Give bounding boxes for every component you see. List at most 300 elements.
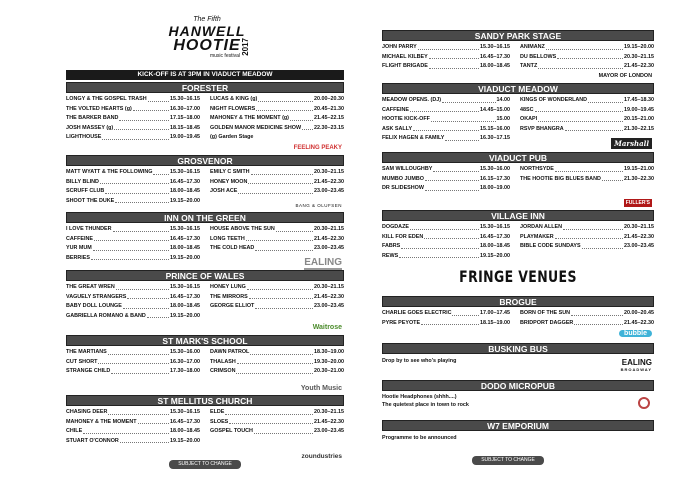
set-time: 16.45–17.30 <box>170 293 200 300</box>
set-time: 15.30–16.15 <box>170 96 200 102</box>
dot-leader <box>401 242 479 249</box>
stage-info-line: The quietest place in town to rock <box>382 402 469 408</box>
dot-leader <box>105 187 169 194</box>
sponsor-logo <box>302 453 342 461</box>
schedule-row <box>210 367 344 377</box>
set-time: 21.45–22.30 <box>314 235 344 242</box>
pub-roundel-icon <box>638 397 650 409</box>
festival-logo <box>162 16 252 66</box>
stage-schedule <box>382 431 654 444</box>
set-time: 17.00–17.45 <box>480 310 510 316</box>
schedule-row <box>382 53 510 63</box>
act-name: DAWN PATROL <box>210 349 250 355</box>
set-time: 19.15–20.00 <box>170 437 200 444</box>
schedule-column-right <box>520 96 654 134</box>
act-name: THE MIRRORS <box>210 293 248 300</box>
act-name: HONEY LUNG <box>210 284 246 290</box>
set-time: 17.15–18.00 <box>170 115 200 121</box>
act-name: VAGUELY STRANGERS <box>66 293 127 300</box>
set-time: 19.00–19.45 <box>624 106 654 113</box>
set-time: 18.00–18.45 <box>170 428 200 434</box>
sponsor-logo <box>313 324 342 332</box>
fringe-venues-title: FRINGE VENUES <box>459 267 577 286</box>
dot-leader <box>574 319 623 326</box>
schedule-row <box>382 242 510 252</box>
act-name: DR SLIDESHOW <box>382 185 424 191</box>
schedule-row <box>66 235 200 245</box>
dot-leader <box>91 254 169 261</box>
act-name: GEORGE ELLIOT <box>210 303 255 309</box>
dot-leader <box>555 233 623 240</box>
schedule-row <box>382 252 510 262</box>
schedule-column-right <box>210 283 344 312</box>
act-name: SLOES <box>210 418 229 425</box>
act-name: MAHONEY & THE MOMENT <box>66 418 137 425</box>
dot-leader <box>276 225 313 232</box>
stage-schedule <box>66 346 344 393</box>
dot-leader <box>255 302 313 309</box>
dot-leader <box>249 293 313 300</box>
act-name: EMILY C SMITH <box>210 169 250 175</box>
set-time: 21.45–22.30 <box>314 178 344 185</box>
set-time: 16.45–17.30 <box>170 235 200 242</box>
schedule-row <box>66 114 200 124</box>
stage-st-mellitus-church <box>66 395 344 461</box>
schedule-row <box>382 184 510 194</box>
sponsor-name: bubble <box>619 330 652 337</box>
schedule-row <box>210 168 344 178</box>
schedule-row <box>520 43 654 53</box>
act-name: SHOOT THE DUKE <box>66 197 115 204</box>
set-time: 16.45–17.30 <box>170 418 200 425</box>
schedule-row <box>520 175 654 185</box>
schedule-row <box>520 165 654 175</box>
schedule-column-left <box>382 223 510 261</box>
set-time: 20.00–20.45 <box>624 310 654 316</box>
schedule-row <box>210 293 344 303</box>
stage-schedule <box>66 281 344 332</box>
dot-leader <box>123 302 169 309</box>
stage-info-text: Drop by to see who's playing <box>382 358 457 364</box>
stage-st-mark-s-school <box>66 335 344 393</box>
dot-leader <box>421 319 479 326</box>
set-time: 18.00–18.45 <box>170 188 200 194</box>
dot-leader <box>255 244 313 251</box>
dot-leader <box>602 175 623 182</box>
stage-heading: VILLAGE INN <box>382 210 654 221</box>
schedule-row <box>520 115 654 125</box>
schedule-column-left <box>66 348 200 377</box>
act-name: PLAYMAKER <box>520 233 554 240</box>
dot-leader <box>429 53 479 60</box>
dot-leader <box>225 408 313 415</box>
schedule-column-right <box>210 408 344 437</box>
set-time: 16.15–17.30 <box>480 175 510 182</box>
sponsor-logo <box>611 140 652 149</box>
dot-leader <box>302 124 313 131</box>
dot-leader <box>425 184 479 191</box>
schedule-row <box>66 358 200 368</box>
set-time: 21.45–22.15 <box>314 115 344 121</box>
stage-heading: PRINCE OF WALES <box>66 270 344 281</box>
set-time: 23.00–23.45 <box>624 243 654 249</box>
set-time: 15.30–16.15 <box>170 169 200 175</box>
set-time: 21.30–22.15 <box>624 125 654 132</box>
dot-leader <box>555 165 623 172</box>
schedule-column-left <box>382 309 510 328</box>
dot-leader <box>120 437 169 444</box>
set-time: 20.30–21.15 <box>314 226 344 232</box>
schedule-row <box>210 283 344 293</box>
act-name: THE MARTIANS <box>66 349 107 355</box>
dot-leader <box>433 165 479 172</box>
dot-leader <box>410 223 479 230</box>
stage-brogue <box>382 296 654 338</box>
dot-leader <box>452 309 479 316</box>
dot-leader <box>115 197 169 204</box>
stage-heading: BROGUE <box>382 296 654 307</box>
act-name: DOGDAZE <box>382 224 409 230</box>
set-time: 16.45–17.30 <box>170 178 200 185</box>
dot-leader <box>588 96 623 103</box>
schedule-row <box>382 106 510 116</box>
set-time: 18.15–18.45 <box>170 124 200 131</box>
act-name: REWS <box>382 252 399 259</box>
dot-leader <box>410 106 479 113</box>
dot-leader <box>133 105 169 112</box>
set-time: 16.45–17.30 <box>480 53 510 60</box>
schedule-row <box>66 124 200 134</box>
act-name: PYRE PEYOTE <box>382 319 421 326</box>
set-time: 17.30–18.00 <box>170 368 200 374</box>
sponsor-name: Waitrose <box>312 324 342 331</box>
act-name: NIGHT FLOWERS <box>210 105 256 112</box>
dot-leader <box>108 408 169 415</box>
act-name: HONEY MOON <box>210 178 248 185</box>
sponsor-logo <box>304 258 342 268</box>
stage-schedule <box>66 166 344 210</box>
act-name: JOSH MASSEY (g) <box>66 124 114 131</box>
left-programme-panel <box>66 0 344 489</box>
act-name: YUR MUM <box>66 245 92 251</box>
stage-sandy-park-stage <box>382 30 654 80</box>
kickoff-banner: KICK-OFF IS AT 3PM IN VIADUCT MEADOW <box>66 70 344 80</box>
act-name: GABRIELLA ROMANO & BAND <box>66 312 146 319</box>
stage-schedule <box>382 94 654 149</box>
stage-dodo-micropub <box>382 380 654 416</box>
act-name: FELIX HAGEN & FAMILY <box>382 135 445 141</box>
stage-schedule <box>382 391 654 416</box>
stage-info-line: Hootie Headphones (shhh....) <box>382 394 457 400</box>
dot-leader <box>116 283 169 290</box>
schedule-row <box>66 168 200 178</box>
schedule-column-left <box>382 43 510 72</box>
act-name: CUT SHORT <box>66 358 98 365</box>
schedule-row <box>210 408 344 418</box>
dot-leader <box>153 168 169 175</box>
dot-leader <box>83 427 169 434</box>
act-name: SAM WILLOUGHBY <box>382 166 433 172</box>
dot-leader <box>148 95 169 102</box>
dot-leader <box>113 225 169 232</box>
act-name: MUMBO JUMBO <box>382 175 424 182</box>
set-time: 21.45–22.30 <box>624 319 654 326</box>
act-name: ANIMANZ <box>520 44 545 50</box>
set-time: 19.15–20.00 <box>170 254 200 261</box>
schedule-row <box>210 105 344 115</box>
stage-heading: W7 EMPORIUM <box>382 420 654 431</box>
act-name: MICHAEL KILBEY <box>382 53 428 60</box>
schedule-column-left <box>66 95 200 143</box>
schedule-row <box>382 96 510 106</box>
schedule-row <box>382 43 510 53</box>
act-name: MAHONEY & THE MOMENT (g) <box>210 115 289 121</box>
act-name: LIGHTHOUSE <box>66 134 102 140</box>
act-name: CHILE <box>66 428 83 434</box>
act-name: TANTZ <box>520 63 538 69</box>
set-time: 15.15–16.00 <box>480 125 510 132</box>
schedule-row <box>382 125 510 135</box>
dot-leader <box>425 175 479 182</box>
act-name: NORTHSYDE <box>520 166 554 172</box>
schedule-row <box>210 302 344 312</box>
act-name: BERRIES <box>66 254 90 261</box>
stage-heading: FORESTER <box>66 82 344 93</box>
sponsor-logo <box>624 200 652 207</box>
stage-schedule <box>66 93 344 152</box>
schedule-row <box>520 53 654 63</box>
act-name: CAFFEINE <box>382 106 409 113</box>
set-time: 19.15–20.00 <box>170 197 200 204</box>
stage-prince-of-wales <box>66 270 344 332</box>
set-time: 18.00–18.45 <box>170 303 200 309</box>
schedule-row <box>210 348 344 358</box>
set-time: 21.45–22.30 <box>314 293 344 300</box>
right-programme-panel <box>382 0 654 489</box>
logo-hanwell: HANWELL <box>168 23 246 39</box>
set-time: 19.15–20.00 <box>624 44 654 50</box>
schedule-row <box>210 178 344 188</box>
dot-leader <box>538 115 623 122</box>
dot-leader <box>563 223 623 230</box>
stage-w7-emporium <box>382 420 654 444</box>
act-name: CRIMSON <box>210 368 236 374</box>
set-time: 18.30–19.00 <box>314 349 344 355</box>
schedule-row <box>66 418 200 428</box>
dot-leader <box>424 233 479 240</box>
set-time: 19.15–20.00 <box>170 312 200 319</box>
stage-info-text: Programme to be announced <box>382 435 457 441</box>
stage-schedule <box>382 221 654 258</box>
schedule-row <box>210 95 344 105</box>
dot-leader <box>238 187 313 194</box>
stage-schedule <box>382 163 654 207</box>
act-name: THE HOOTIE BIG BLUES BAND <box>520 175 601 182</box>
dot-leader <box>290 114 313 121</box>
set-time: 15.30–16.15 <box>480 224 510 230</box>
set-time: 20.30–21.15 <box>624 53 654 60</box>
act-name: STRANGE CHILD <box>66 368 111 374</box>
dot-leader <box>442 96 496 103</box>
schedule-row <box>520 125 654 135</box>
sponsor-logo <box>295 202 342 210</box>
dot-leader <box>236 367 313 374</box>
sponsor-subname: BROADWAY <box>620 367 652 372</box>
schedule-row <box>210 358 344 368</box>
schedule-row <box>66 302 200 312</box>
dot-leader <box>557 53 623 60</box>
schedule-row <box>520 106 654 116</box>
schedule-row <box>520 233 654 243</box>
set-time: 20.30–21.15 <box>314 409 344 415</box>
dot-leader <box>111 367 169 374</box>
stage-heading: SANDY PARK STAGE <box>382 30 654 41</box>
sponsor-name: FULLER'S <box>625 200 650 206</box>
logo-the: The Fifth <box>193 16 221 23</box>
set-time: 20.30–21.15 <box>624 224 654 230</box>
schedule-row <box>382 134 510 144</box>
dot-leader <box>94 235 169 242</box>
dot-leader <box>582 242 623 249</box>
act-name: MATT WYATT & THE FOLLOWING <box>66 169 153 175</box>
act-name: FABRS <box>382 243 401 249</box>
act-name: JOSH ACE <box>210 188 238 194</box>
act-name: LONG TEETH <box>210 235 245 242</box>
stage-schedule <box>382 307 654 338</box>
stage-schedule <box>66 223 344 268</box>
set-time: 21.45–22.30 <box>314 418 344 425</box>
dot-leader <box>138 418 169 425</box>
sponsor-name: FEELING PEAKY <box>293 145 342 151</box>
stage-heading: INN ON THE GREEN <box>66 212 344 223</box>
schedule-row <box>66 283 200 293</box>
act-name: BABY DOLL LOUNGE <box>66 303 122 309</box>
dot-leader <box>429 62 479 69</box>
set-time: 20.45–21.30 <box>314 105 344 112</box>
schedule-row <box>382 115 510 125</box>
stage-viaduct-meadow <box>382 83 654 149</box>
stage-heading: BUSKING BUS <box>382 343 654 354</box>
schedule-row <box>66 348 200 358</box>
set-time: 15.00 <box>496 116 510 122</box>
dot-leader <box>237 358 313 365</box>
dot-leader <box>258 95 313 102</box>
set-time: 15.30–16.00 <box>480 166 510 172</box>
set-time: 17.45–18.30 <box>624 97 654 103</box>
schedule-column-right <box>210 348 344 377</box>
stage-grosvenor <box>66 155 344 210</box>
dot-leader <box>229 418 313 425</box>
set-time: 20.15–21.00 <box>624 116 654 122</box>
sponsor-name: Marshall <box>611 138 652 149</box>
set-time: 21.45–22.30 <box>624 233 654 240</box>
stage-heading: ST MELLITUS CHURCH <box>66 395 344 406</box>
schedule-column-left <box>66 168 200 206</box>
act-name: GOSPEL TOUCH <box>210 428 253 434</box>
set-time: 18.00–18.45 <box>480 63 510 69</box>
schedule-row <box>382 223 510 233</box>
set-time: 14.00 <box>496 97 510 103</box>
act-name: THE VOLTED HEARTS (g) <box>66 105 132 112</box>
stage-info-lines <box>382 391 654 409</box>
schedule-column-right <box>210 95 344 143</box>
set-time: 23.00–23.45 <box>314 188 344 194</box>
stage-heading: DODO MICROPUB <box>382 380 654 391</box>
act-name: DU BELLOWS <box>520 53 557 60</box>
schedule-row <box>520 62 654 72</box>
dot-leader <box>119 114 169 121</box>
set-time: 15.30–16.15 <box>480 44 510 50</box>
schedule-row <box>66 367 200 377</box>
set-time: 16.30–17.15 <box>480 135 510 141</box>
stage-heading: VIADUCT MEADOW <box>382 83 654 94</box>
stage-schedule <box>382 354 654 373</box>
set-time: 15.30–16.15 <box>170 409 200 415</box>
stage-schedule <box>66 406 344 461</box>
sponsor-logo <box>619 330 652 338</box>
act-name: SCRUFF CLUB <box>66 188 105 194</box>
set-time: 16.30–17.00 <box>170 105 200 112</box>
sponsor-logo <box>301 385 342 393</box>
set-time: 23.00–23.45 <box>314 303 344 309</box>
dot-leader <box>546 43 623 50</box>
schedule-row <box>210 187 344 197</box>
stage-heading: ST MARK'S SCHOOL <box>66 335 344 346</box>
subject-to-change-badge: SUBJECT TO CHANGE <box>472 456 544 465</box>
schedule-column-right <box>210 225 344 254</box>
sponsor-name: EALING <box>304 257 342 268</box>
act-name: MEADOW OPENS. (DJ) <box>382 97 441 103</box>
schedule-column-right <box>210 168 344 197</box>
sponsor-name: BANG & OLUFSEN <box>295 203 342 208</box>
garden-stage-note: (g) Garden Stage <box>210 134 254 140</box>
set-time: 22.30–23.15 <box>314 124 344 131</box>
logo-year: 2017 <box>241 38 250 56</box>
dot-leader <box>246 235 313 242</box>
schedule-column-right <box>520 309 654 328</box>
stage-viaduct-pub <box>382 152 654 207</box>
sponsor-logo <box>599 73 652 80</box>
dot-leader <box>445 134 479 141</box>
schedule-column-right <box>520 165 654 184</box>
schedule-column-left <box>66 225 200 263</box>
dot-leader <box>127 293 169 300</box>
set-time: 20.00–20.30 <box>314 96 344 102</box>
act-name: HOUSE ABOVE THE SUN <box>210 226 275 232</box>
act-name: ASK SALLY <box>382 125 413 132</box>
act-name: CAFFEINE <box>66 235 93 242</box>
set-time: 18.15–19.00 <box>480 319 510 326</box>
schedule-row <box>66 133 200 143</box>
dot-leader <box>251 168 313 175</box>
act-name: OKAPI <box>520 116 538 122</box>
stage-forester <box>66 82 344 152</box>
schedule-row <box>210 225 344 235</box>
set-time: 19.30–20.00 <box>314 358 344 365</box>
schedule-row <box>66 95 200 105</box>
set-time: 20.30–21.15 <box>314 284 344 290</box>
stage-heading: VIADUCT PUB <box>382 152 654 163</box>
schedule-row <box>66 178 200 188</box>
logo-subtitle: music festival <box>209 53 240 59</box>
set-time: 19.15–20.00 <box>480 252 510 259</box>
dot-leader <box>250 348 313 355</box>
sponsor-logo <box>294 145 342 152</box>
set-time: 20.30–21.00 <box>314 368 344 374</box>
act-name: BILLY BLIND <box>66 178 99 185</box>
act-name: THE COLD HEAD <box>210 245 255 251</box>
schedule-row <box>382 175 510 185</box>
